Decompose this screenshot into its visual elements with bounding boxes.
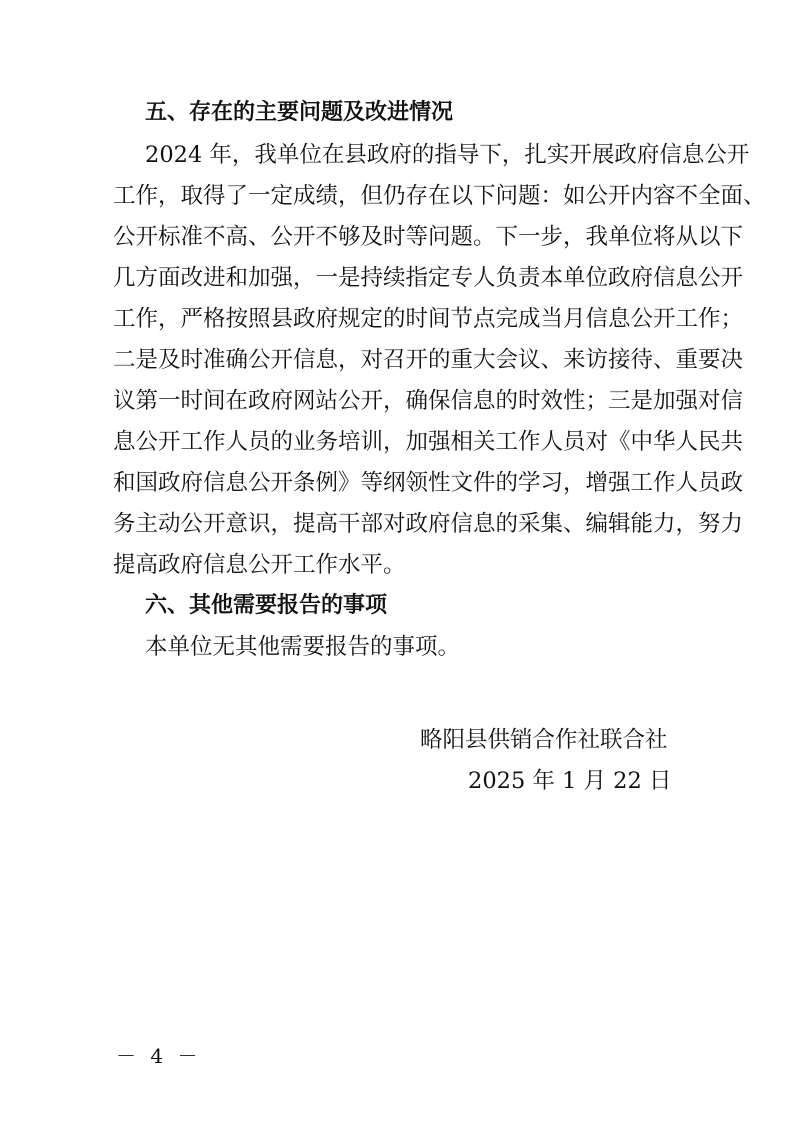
paragraph-line: 提高政府信息公开工作水平。	[113, 552, 406, 578]
paragraph-line: 二是及时准确公开信息，对召开的重大会议、来访接待、重要决	[113, 347, 744, 373]
paragraph-line: 工作，取得了一定成绩，但仍存在以下问题：如公开内容不全面、	[113, 183, 766, 209]
paragraph-line: 工作，严格按照县政府规定的时间节点完成当月信息公开工作；	[113, 306, 744, 332]
paragraph-line: 务主动公开意识，提高干部对政府信息的采集、编辑能力，努力	[113, 511, 744, 537]
signature-date: 2025 年 1 月 22 日	[468, 768, 672, 794]
section-5-heading: 五、存在的主要问题及改进情况	[145, 100, 454, 125]
page-number: － 4 －	[116, 1044, 202, 1068]
paragraph-line: 几方面改进和加强，一是持续指定专人负责本单位政府信息公开	[113, 265, 744, 291]
paragraph-line: 2024 年，我单位在县政府的指导下，扎实开展政府信息公开	[145, 142, 750, 168]
section-6-heading: 六、其他需要报告的事项	[145, 593, 388, 618]
paragraph-line: 和国政府信息公开条例》等纲领性文件的学习，增强工作人员政	[113, 470, 744, 496]
signature-organization: 略阳县供销合作社联合社	[420, 727, 668, 753]
paragraph-line: 公开标准不高、公开不够及时等问题。下一步，我单位将从以下	[113, 224, 744, 250]
paragraph-line: 息公开工作人员的业务培训，加强相关工作人员对《中华人民共	[113, 429, 744, 455]
paragraph-line: 议第一时间在政府网站公开，确保信息的时效性；三是加强对信	[113, 388, 744, 414]
section-6-body: 本单位无其他需要报告的事项。	[145, 634, 461, 660]
